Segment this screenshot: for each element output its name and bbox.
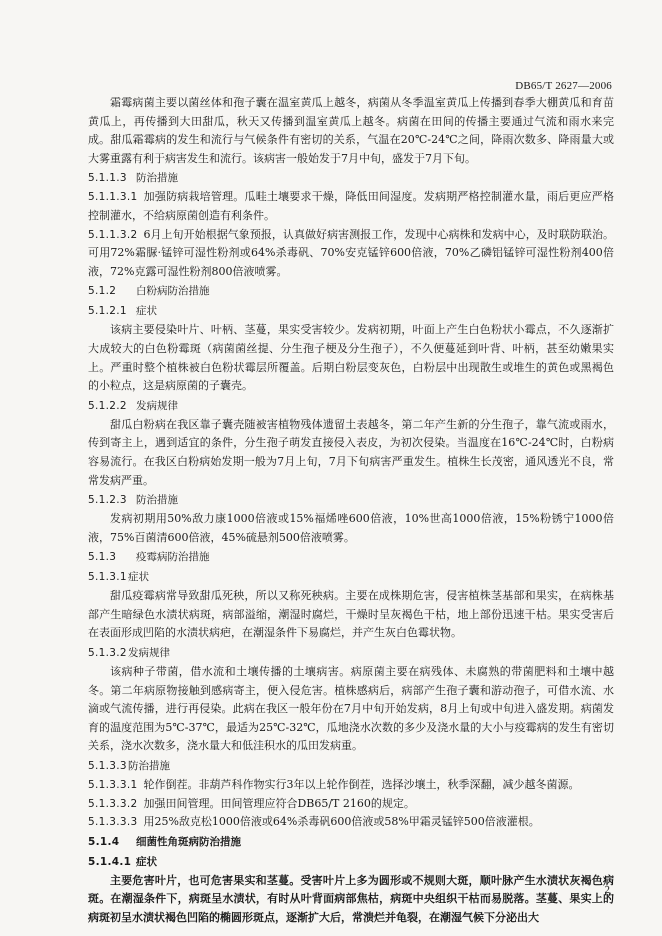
document-code: DB65/T 2627—2006 (515, 80, 612, 92)
section-title: 防治措施 (128, 760, 170, 773)
section-number: 5.1.2.1 (88, 305, 127, 318)
clause-text: 用25%敌克松1000倍液或64%杀毒矾600倍液或58%甲霜灵锰锌500倍液灌根。 (143, 815, 540, 829)
clause-text: 加强防病栽培管理。瓜畦土壤要求干燥，降低田间湿度。发病期严格控制灌水量，雨后更应严格控制灌水，不给病原菌创造有利条件。 (88, 190, 614, 222)
section-heading (88, 168, 614, 188)
paragraph: 发病初期用50%敌力康1000倍液或15%福烯唑600倍液，10%世高1000倍液，15%粉锈宁1000倍液，75%百菌清600倍液，45%硫悬剂500倍液喷雾。 (88, 512, 614, 544)
clause-number: 5.1.3.3.1 (88, 779, 138, 792)
section-title: 症状 (136, 305, 157, 318)
section-heading (88, 396, 614, 416)
section-number: 5.1.2.3 (88, 494, 127, 507)
clause-number: 5.1.3.3.2 (88, 797, 138, 810)
section-number: 5.1.1.3 (88, 172, 127, 185)
section-heading (88, 756, 614, 776)
section-heading (88, 852, 614, 872)
paragraph: 该病种子带菌，借水流和土壤传播的土壤病害。病原菌主要在病残体、未腐熟的带菌肥料和土壤中越冬。第二年病原物接触到感病寄主，便入侵危害。植株感病后，病部产生孢子囊和游动孢子，可借水流、水滴或气流传播，进行再侵染。此病在我区一般年份在7月中旬开始发病，8月上旬或中旬进入盛发期。病菌发育的温度范围为5℃-37℃，最适为25℃-32℃，瓜地浇水次数的多少及浇水量的大小与疫霉病的发生有密切关系，浇水次数多，浇水量大和低洼积水的瓜田发病重。 (88, 665, 614, 753)
paragraph: 甜瓜疫霉病常导致甜瓜死秧，所以又称死秧病。主要在成株期危害，侵害植株茎基部和果实，在病株基部产生暗绿色水渍状病斑，病部溢缩，潮湿时腐烂，干燥时呈灰褐色干枯，地上部份迅速干枯。果实受害后在表面形成凹陷的水渍状病疤，在潮湿条件下易腐烂，并产生灰白色霉状物。 (88, 589, 614, 640)
numbered-clause (88, 226, 614, 282)
document-body (88, 94, 614, 928)
section-title: 发病规律 (136, 399, 178, 412)
section-number: 5.1.4 (88, 835, 120, 848)
section-number: 5.1.3 (88, 551, 117, 564)
section-heading (88, 301, 614, 321)
clause-number: 5.1.1.3.2 (88, 228, 138, 241)
section-title: 症状 (136, 855, 157, 868)
clause-text: 6月上旬开始根据气象预报，认真做好病害测报工作，发现中心病株和发病中心，及时联防联治。可用72%霜脲·锰锌可湿性粉剂或64%杀毒矾、70%安克锰锌600倍液，70%乙磷铝锰锌可湿性粉剂400倍液，72%克露可湿性粉剂800倍液喷雾。 (88, 227, 614, 278)
section-number: 5.1.3.2 (88, 647, 127, 660)
clause-number: 5.1.1.3.1 (88, 191, 138, 204)
section-number: 5.1.3.1 (88, 571, 127, 584)
paragraph: 甜瓜白粉病在我区靠子囊壳随被害植物残体遗留土表越冬，第二年产生新的分生孢子，靠气流或雨水，传到寄主上，遇到适宜的条件，分生孢子萌发直接侵入表皮，为初次侵染。当温度在16℃-24℃时，白粉病容易流行。在我区白粉病始发期一般为7月上旬，7月下旬病害严重发生。植株生长茂密，通风透光不良，常常发病严重。 (88, 417, 614, 487)
section-title: 疫霉病防治措施 (136, 551, 210, 564)
clause-number: 5.1.3.3.3 (88, 816, 138, 829)
clause-text: 轮作倒茬。非葫芦科作物实行3年以上轮作倒茬，选择沙壤土，秋季深翻，减少越冬菌源。 (143, 778, 580, 792)
section-title: 防治措施 (136, 494, 178, 507)
paragraph: 霜霉病菌主要以菌丝体和孢子囊在温室黄瓜上越冬，病菌从冬季温室黄瓜上传播到春季大棚黄瓜和育苗黄瓜上，再传播到大田甜瓜，秋天又传播到温室黄瓜上越冬。病菌在田间的传播主要通过气流和雨水来完成。甜瓜霜霉病的发生和流行与气候条件有密切的关系，气温在20℃-24℃之间，降雨次数多、降雨量大或大雾重露有利于病害发生和流行。该病害一般始发于7月中旬，盛发于7月下旬。 (88, 96, 614, 165)
paragraph: 该病主要侵染叶片、叶柄、茎蔓，果实受害较少。发病初期，叶面上产生白色粉状小霉点，不久逐渐扩大成较大的白色粉霉斑（病菌菌丝提、分生孢子梗及分生孢子），不久便蔓延到叶背、叶柄，甚至幼嫩果实上。严重时整个植株被白色粉状霉层所覆盖。后期白粉层变灰色，白粉层中出现散生或堆生的黄色或黑褐色的小粒点，这是病原菌的子囊壳。 (88, 323, 614, 393)
numbered-clause (88, 795, 614, 814)
section-heading (88, 832, 614, 852)
paragraph: 主要危害叶片，也可危害果实和茎蔓。受害叶片上多为圆形或不规则大斑，顺叶脉产生水渍状灰褐色病斑。在潮湿条件下，病斑呈水渍状，有时从叶背面病部焦枯，病斑中央组织干枯而易脱落。茎蔓、果实上的病斑初呈水渍状褐色凹陷的椭圆形斑点，逐渐扩大后，常溃烂并龟裂，在潮湿气候下分泌出大 (88, 873, 614, 924)
section-heading (88, 547, 614, 567)
section-heading (88, 281, 614, 301)
section-title: 症状 (128, 571, 149, 584)
section-title: 发病规律 (128, 647, 170, 660)
numbered-clause (88, 813, 614, 832)
numbered-clause (88, 188, 614, 225)
section-title: 白粉病防治措施 (136, 285, 210, 298)
section-title: 细菌性角斑病防治措施 (136, 835, 241, 848)
section-number: 5.1.4.1 (88, 855, 132, 868)
section-number: 5.1.2 (88, 285, 117, 298)
section-number: 5.1.3.3 (88, 760, 127, 773)
section-number: 5.1.2.2 (88, 399, 127, 412)
section-heading (88, 490, 614, 510)
numbered-clause (88, 776, 614, 795)
page-number: 2 (604, 884, 610, 896)
section-title: 防治措施 (136, 172, 178, 185)
section-heading (88, 643, 614, 663)
clause-text: 加强田间管理。田间管理应符合DB65/T 2160的规定。 (143, 796, 415, 810)
section-heading (88, 567, 614, 587)
